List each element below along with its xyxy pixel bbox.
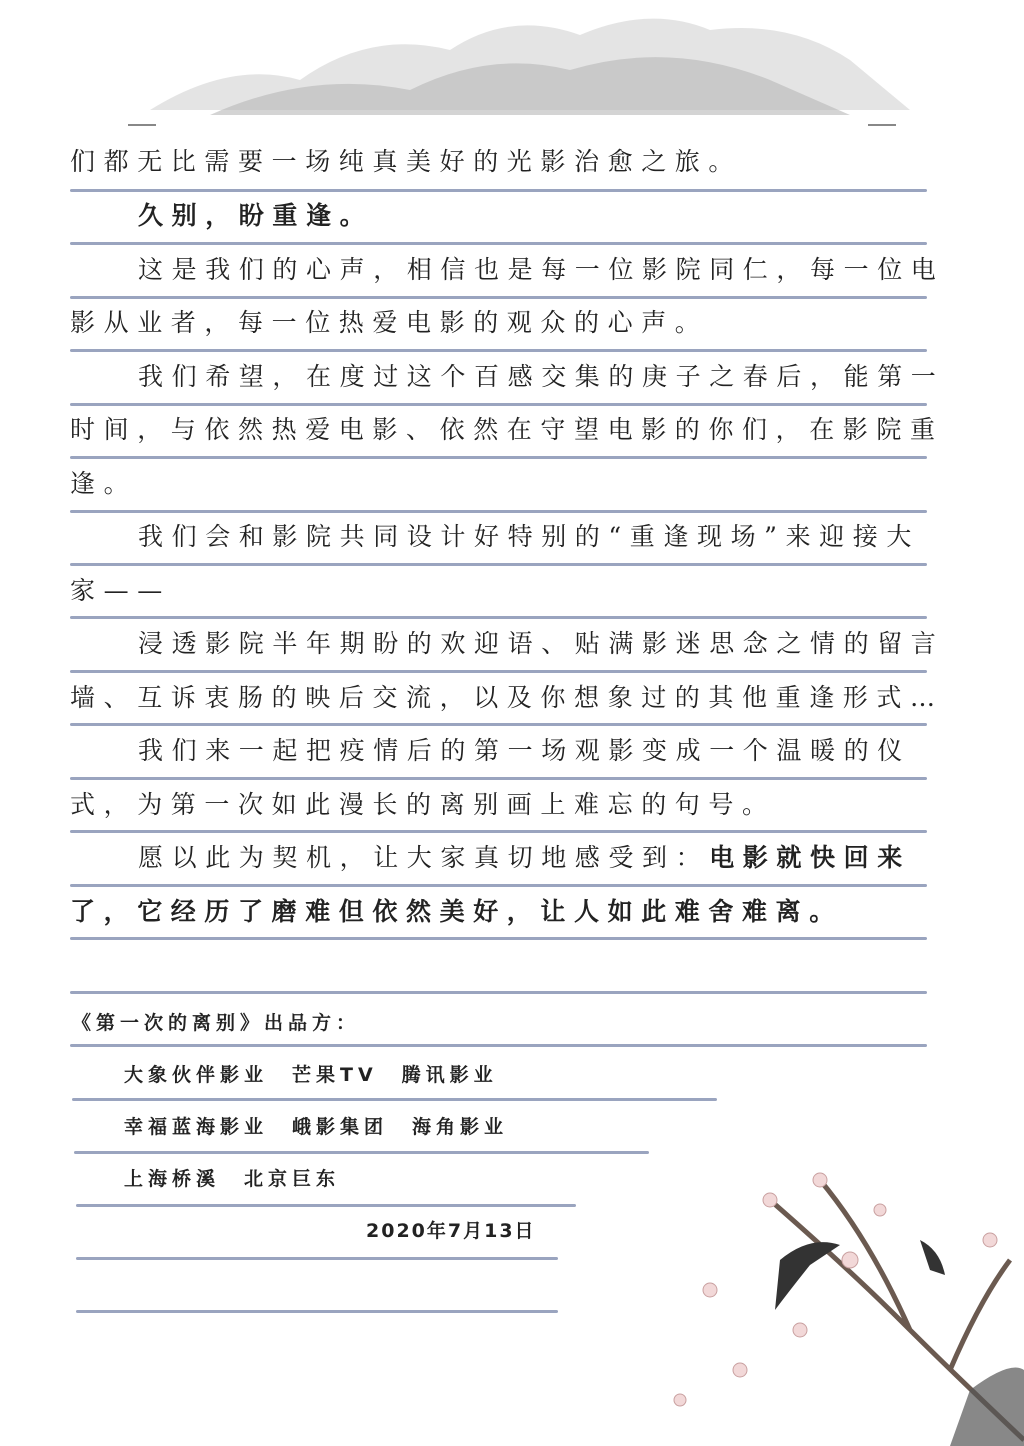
body-line: 式，为第一次如此漫长的离别画上难忘的句号。 xyxy=(70,790,776,819)
body-line: 时间，与依然热爱电影、依然在守望电影的你们，在影院重 xyxy=(70,415,944,444)
ruled-line xyxy=(76,1257,558,1260)
ruled-line xyxy=(70,242,927,245)
body-line: 我们会和影院共同设计好特别的“重逢现场”来迎接大 xyxy=(138,522,920,551)
closing-bold: 电影就快回来 xyxy=(709,843,911,872)
ruled-line xyxy=(70,991,927,994)
body-line-bold: 久别，盼重逢。 xyxy=(138,201,374,230)
credits-date: 2020年7月13日 xyxy=(366,1220,536,1242)
credits-heading: 《第一次的离别》出品方： xyxy=(72,1012,361,1034)
body-line: 们都无比需要一场纯真美好的光影治愈之旅。 xyxy=(70,147,743,176)
plum-blossom-painting xyxy=(650,1140,1024,1446)
ruled-line xyxy=(76,1310,558,1313)
mountain-painting xyxy=(150,0,910,120)
closing-prefix: 愿以此为契机，让大家真切地感受到： xyxy=(138,843,710,872)
ruled-line xyxy=(76,1204,576,1207)
body-line: 家—— xyxy=(70,576,171,605)
credits-row: 上海桥溪 北京巨东 xyxy=(124,1168,341,1190)
header-dash-left xyxy=(128,124,156,126)
ruled-line xyxy=(70,670,927,673)
ruled-line xyxy=(72,1098,717,1101)
body-line: 墙、互诉衷肠的映后交流，以及你想象过的其他重逢形式… xyxy=(70,683,944,712)
body-line: 我们希望，在度过这个百感交集的庚子之春后，能第一 xyxy=(138,362,945,391)
body-line: 这是我们的心声，相信也是每一位影院同仁，每一位电 xyxy=(138,255,945,284)
ruled-line xyxy=(74,1151,649,1154)
ruled-line xyxy=(70,296,927,299)
body-line: 我们来一起把疫情后的第一场观影变成一个温暖的仪 xyxy=(138,736,911,765)
ruled-line xyxy=(70,456,927,459)
ruled-line xyxy=(70,403,927,406)
ruled-line xyxy=(70,189,927,192)
body-line: 逢。 xyxy=(70,469,138,498)
ruled-line xyxy=(70,723,927,726)
body-line: 浸透影院半年期盼的欢迎语、贴满影迷思念之情的留言 xyxy=(138,629,945,658)
ruled-line xyxy=(70,937,927,940)
header-dash-right xyxy=(868,124,896,126)
ruled-line xyxy=(70,830,927,833)
ruled-line xyxy=(70,563,927,566)
ruled-line xyxy=(70,349,927,352)
closing-line-2: 了，它经历了磨难但依然美好，让人如此难舍难离。 xyxy=(70,897,843,926)
closing-line-1 xyxy=(138,843,911,873)
ruled-line xyxy=(70,1044,927,1047)
ruled-line xyxy=(70,510,927,513)
ruled-line xyxy=(70,777,927,780)
ruled-line xyxy=(70,884,927,887)
credits-row: 大象伙伴影业 芒果TV 腾讯影业 xyxy=(124,1064,498,1086)
ruled-line xyxy=(70,616,927,619)
credits-row: 幸福蓝海影业 峨影集团 海角影业 xyxy=(124,1116,509,1138)
body-line: 影从业者，每一位热爱电影的观众的心声。 xyxy=(70,308,709,337)
